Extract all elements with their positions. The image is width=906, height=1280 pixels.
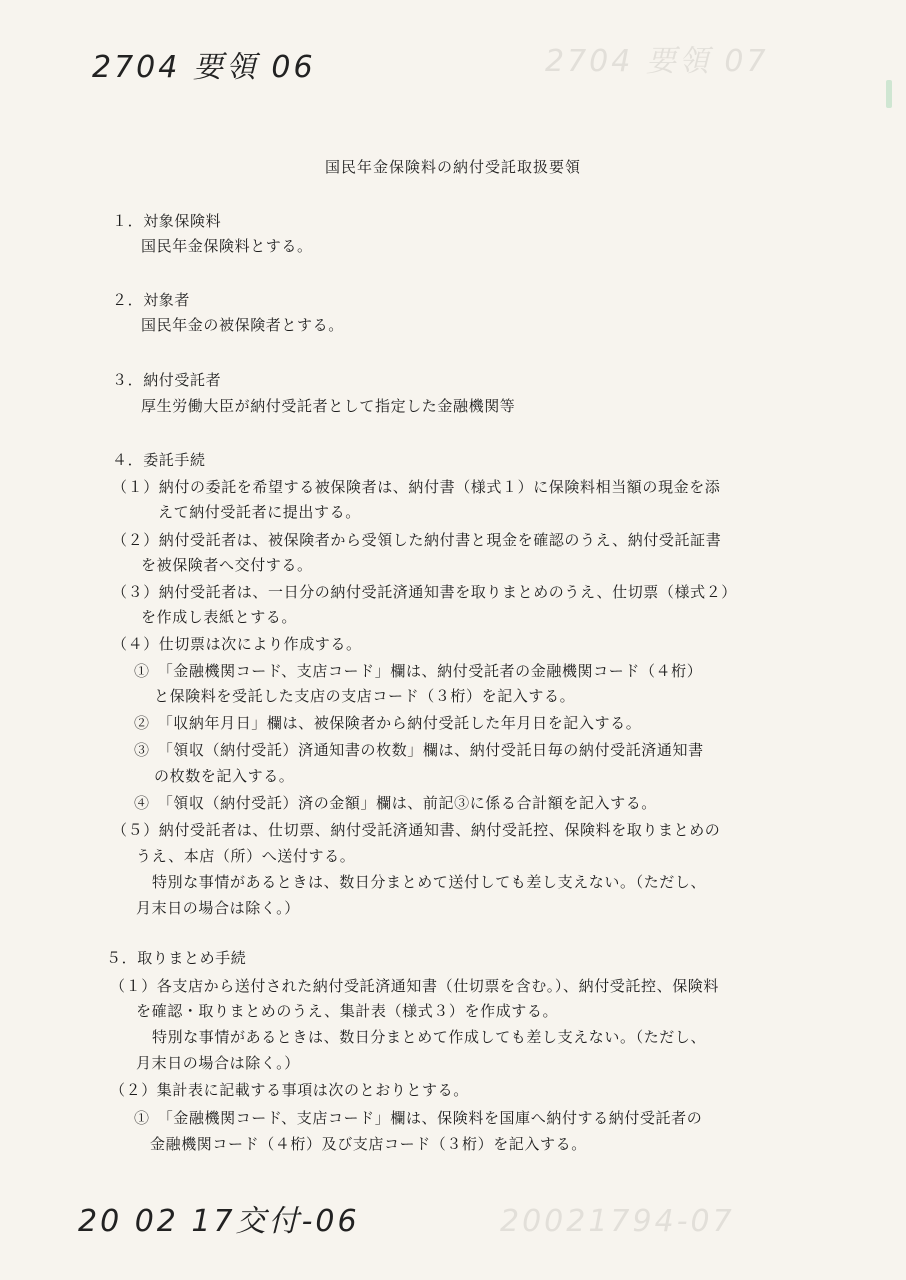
section-heading: １．対象保険料 (112, 212, 222, 230)
list-item-line: ③ 「領収（納付受託）済通知書の枚数」欄は、納付受託日毎の納付受託済通知書 (134, 741, 704, 759)
bleed-through-mark: 2704 要領 07 (545, 44, 769, 79)
section-text: 厚生労働大臣が納付受託者として指定した金融機関等 (141, 397, 516, 415)
bleed-through-mark: 20021794-07 (500, 1204, 735, 1239)
paragraph-line: （１）各支店から送付された納付受託済通知書（仕切票を含む。）、納付受託控、保険料 (110, 977, 720, 995)
paragraph-line: を被保険者へ交付する。 (141, 556, 313, 574)
paragraph-line: えて納付受託者に提出する。 (158, 503, 361, 521)
paragraph-line: を作成し表紙とする。 (141, 608, 298, 626)
paragraph-line: 月末日の場合は除く。） (136, 899, 300, 917)
paragraph-line: を確認・取りまとめのうえ、集計表（様式３）を作成する。 (136, 1002, 559, 1020)
list-item-line: ② 「収納年月日」欄は、被保険者から納付受託した年月日を記入する。 (134, 714, 642, 732)
paragraph-line: （２）集計表に記載する事項は次のとおりとする。 (110, 1081, 469, 1099)
document-title: 国民年金保険料の納付受託取扱要領 (324, 158, 581, 176)
paragraph-line: うえ、本店（所）へ送付する。 (136, 847, 356, 865)
green-tab-mark (886, 80, 892, 108)
paragraph-line: （２）納付受託者は、被保険者から受領した納付書と現金を確認のうえ、納付受託証書 (112, 531, 722, 549)
paragraph-line: （４）仕切票は次により作成する。 (112, 635, 362, 653)
paragraph-line: 月末日の場合は除く。） (136, 1054, 300, 1072)
paragraph-line: （５）納付受託者は、仕切票、納付受託済通知書、納付受託控、保険料を取りまとめの (112, 821, 721, 839)
paragraph-line: （３）納付受託者は、一日分の納付受託済通知書を取りまとめのうえ、仕切票（様式２） (112, 583, 737, 601)
list-item-line: ① 「金融機関コード、支店コード」欄は、納付受託者の金融機関コード（４桁） (134, 662, 703, 680)
section-text: 国民年金の被保険者とする。 (141, 316, 344, 334)
list-item-line: と保険料を受託した支店の支店コード（３桁）を記入する。 (154, 687, 576, 705)
handwritten-annotation-top: 2704 要領 06 (92, 50, 316, 85)
section-heading: ２．対象者 (112, 291, 191, 309)
paragraph-line: 特別な事情があるときは、数日分まとめて作成しても差し支えない。（ただし、 (152, 1028, 707, 1046)
paragraph-line: 特別な事情があるときは、数日分まとめて送付しても差し支えない。（ただし、 (152, 873, 707, 891)
list-item-line: 金融機関コード（４桁）及び支店コード（３桁）を記入する。 (150, 1135, 587, 1153)
section-heading: ３．納付受託者 (112, 371, 222, 389)
section-heading: ５．取りまとめ手続 (106, 949, 247, 967)
list-item-line: ① 「金融機関コード、支店コード」欄は、保険料を国庫へ納付する納付受託者の (134, 1109, 703, 1127)
handwritten-annotation-bottom: 20 02 17交付-06 (78, 1204, 360, 1239)
list-item-line: の枚数を記入する。 (154, 767, 295, 785)
section-text: 国民年金保険料とする。 (141, 237, 313, 255)
paragraph-line: （１）納付の委託を希望する被保険者は、納付書（様式１）に保険料相当額の現金を添 (112, 478, 721, 496)
section-heading: ４．委託手続 (112, 451, 206, 469)
list-item-line: ④ 「領収（納付受託）済の金額」欄は、前記③に係る合計額を記入する。 (134, 794, 657, 812)
